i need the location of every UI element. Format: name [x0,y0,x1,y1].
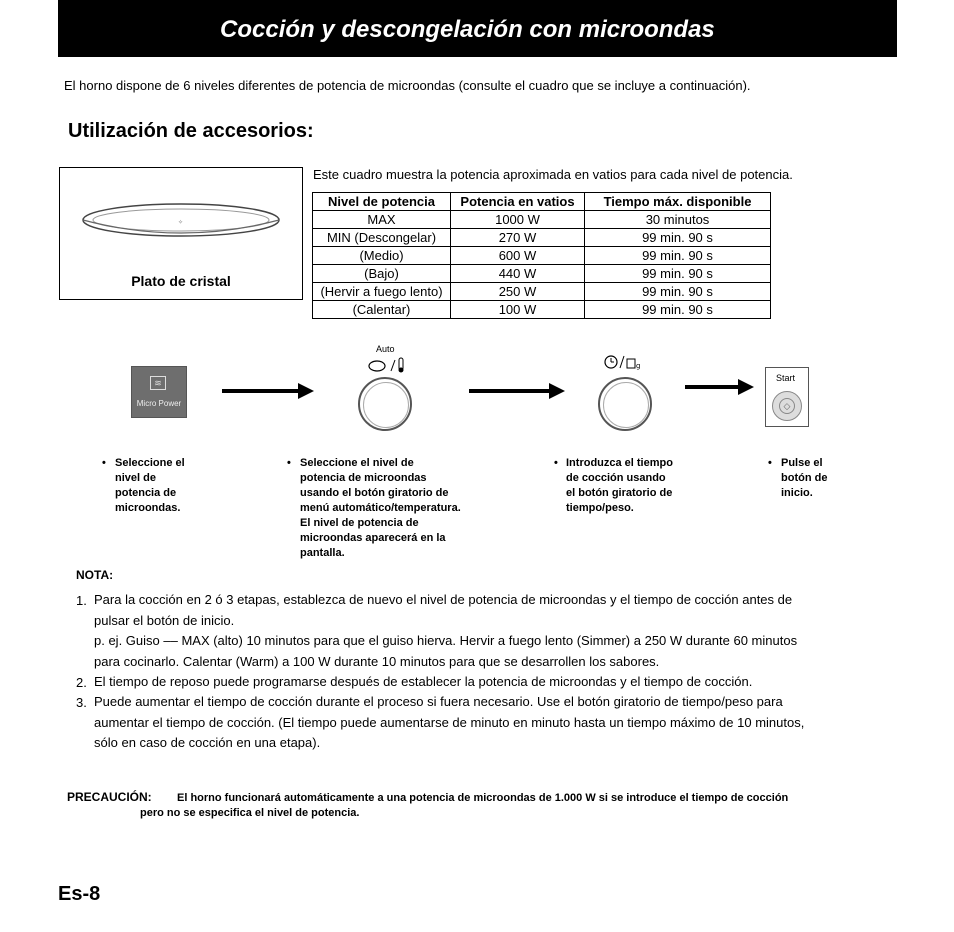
table-cell: 99 min. 90 s [585,283,771,301]
table-cell: (Hervir a fuego lento) [313,283,451,301]
power-table [312,192,771,319]
table-header: Nivel de potencia [313,193,451,211]
arrow-right-icon [685,385,740,389]
step-line: usando el botón giratorio de [300,487,449,499]
plate-label: Plato de cristal [131,273,231,289]
start-button-panel [765,367,809,427]
micro-power-label: Micro Power [136,399,182,408]
section-title: Utilización de accesorios: [68,120,314,142]
start-icon: ◇ [779,398,795,414]
time-weight-dial[interactable] [598,377,652,431]
start-button[interactable] [772,391,802,421]
table-row [313,247,771,265]
note-1 [94,590,797,672]
note-2 [94,672,752,693]
svg-text:✧: ✧ [178,220,184,226]
table-cell: (Medio) [313,247,451,265]
auto-label: Auto [376,344,395,354]
note-line: sólo en caso de cocción en una etapa). [94,735,321,750]
precaution-text: pero no se especifica el nivel de potencia. [140,807,360,819]
bullet: • [554,457,558,469]
table-header-row [313,193,771,211]
step-line: inicio. [781,487,813,499]
table-cell: 600 W [451,247,585,265]
step-line: Seleccione el [115,457,185,469]
bullet: • [287,457,291,469]
table-row [313,265,771,283]
table-cell: 99 min. 90 s [585,247,771,265]
table-cell: (Calentar) [313,301,451,319]
table-cell: (Bajo) [313,265,451,283]
table-header: Tiempo máx. disponible [585,193,771,211]
table-cell: 30 minutos [585,211,771,229]
note-number: 2. [76,675,87,690]
table-cell: MIN (Descongelar) [313,229,451,247]
note-3 [94,692,804,754]
table-row [313,211,771,229]
step-line: microondas aparecerá en la [300,532,446,544]
dial-inner-ring [603,382,649,428]
precaution-text: El horno funcionará automáticamente a una potencia de microondas de 1.000 W si se introduce el tiempo de cocción [177,792,789,804]
table-cell: 270 W [451,229,585,247]
microwave-waves-icon: ≋ [150,376,166,390]
step-3-text [566,456,673,516]
note-number: 1. [76,593,87,608]
note-line: p. ej. Guiso –– MAX (alto) 10 minutos para que el guiso hierva. Hervir a fuego lento (Simmer) a 250 W durante 60 minutos [94,633,798,648]
note-line: El tiempo de reposo puede programarse después de establecer la potencia de microondas y el tiempo de cocción. [94,674,753,689]
step-2-text [300,456,461,561]
step-1-text [115,456,185,516]
table-header: Potencia en vatios [451,193,585,211]
arrow-right-icon [222,389,300,393]
table-cell: MAX [313,211,451,229]
dial-inner-ring [363,382,409,428]
note-line: aumentar el tiempo de cocción. (El tiempo puede aumentarse de minuto en minuto hasta un tiempo máximo de 10 minutos, [94,714,805,730]
time-weight-icon [604,354,644,370]
auto-menu-temperature-icon [367,356,411,374]
micro-power-button[interactable] [131,366,187,418]
table-cell: 250 W [451,283,585,301]
step-line: Seleccione el nivel de [300,457,414,469]
table-cell: 99 min. 90 s [585,229,771,247]
note-line: Para la cocción en 2 ó 3 etapas, establezca de nuevo el nivel de potencia de microondas y el tiempo de cocción antes de [94,592,793,607]
precaution-label: PRECAUCIÓN: [67,790,152,804]
table-row [313,283,771,301]
step-line: el botón giratorio de [566,487,673,499]
table-cell: 99 min. 90 s [585,265,771,283]
table-cell: 1000 W [451,211,585,229]
step-line: Pulse el [781,457,823,469]
step-line: El nivel de potencia de [300,517,419,529]
step-line: pantalla. [300,547,345,559]
table-row [313,301,771,319]
table-cell: 99 min. 90 s [585,301,771,319]
note-line: pulsar el botón de inicio. [94,612,235,628]
glass-plate-icon [74,198,288,246]
table-cell: 100 W [451,301,585,319]
step-line: botón de [781,472,828,484]
start-label: Start [776,373,796,383]
arrow-right-icon [469,389,551,393]
step-4-text [781,456,827,501]
svg-text:g: g [636,362,641,370]
notes-label: NOTA: [76,568,114,582]
plate-illustration-box [59,167,303,300]
step-line: potencia de [115,487,177,499]
step-line: tiempo/peso. [566,502,634,514]
bullet: • [102,457,106,469]
note-line: Puede aumentar el tiempo de cocción durante el proceso si fuera necesario. Use el botón giratorio de tiempo/peso para [94,694,783,709]
table-caption: Este cuadro muestra la potencia aproximada en vatios para cada nivel de potencia. [313,167,793,182]
intro-text: El horno dispone de 6 niveles diferentes de potencia de microondas (consulte el cuadro que se incluye a continuación). [64,78,751,93]
note-number: 3. [76,695,87,710]
auto-menu-temperature-dial[interactable] [358,377,412,431]
step-line: potencia de microondas [300,472,427,484]
step-line: menú automático/temperatura. [300,502,461,514]
step-line: nivel de [115,472,156,484]
table-row [313,229,771,247]
note-line: para cocinarlo. Calentar (Warm) a 100 W durante 10 minutos para que se desarrollen los sabores. [94,653,660,669]
step-line: Introduzca el tiempo [566,457,673,469]
step-line: de cocción usando [566,472,666,484]
page-number: Es-8 [58,883,101,905]
table-cell: 440 W [451,265,585,283]
page-title: Cocción y descongelación con microondas [220,16,715,43]
bullet: • [768,457,772,469]
step-line: microondas. [115,502,181,514]
